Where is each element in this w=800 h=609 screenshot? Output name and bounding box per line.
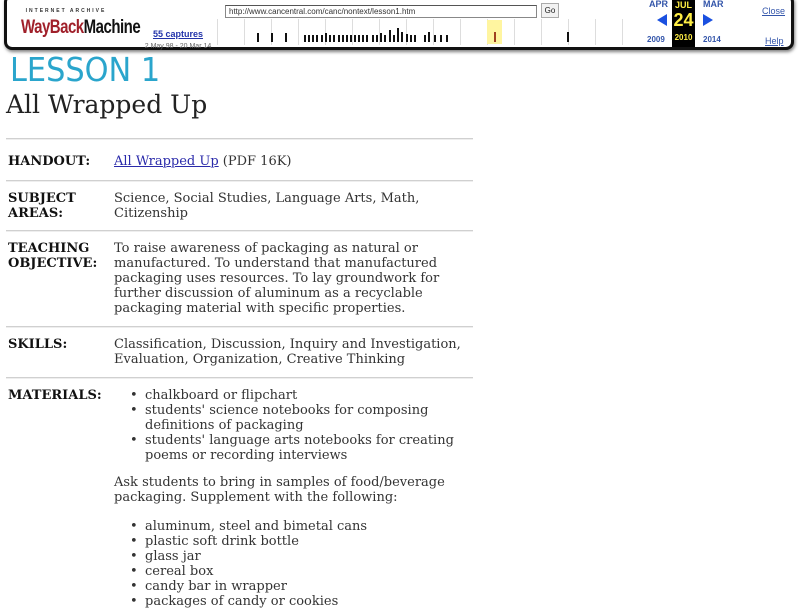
help-link[interactable]: Help (765, 36, 784, 46)
objective-label: TEACHING OBJECTIVE: (8, 241, 98, 271)
current-month: JUL (674, 0, 692, 10)
lesson-number: LESSON 1 (10, 50, 161, 89)
subject-label: SUBJECT AREAS: (8, 191, 76, 221)
next-year[interactable]: 2014 (703, 35, 721, 44)
objective-value: To raise awareness of packaging as natural or manufactured. To understand that manufactured packaging uses resources. To lay groundwork for further discussion of aluminum as a recyclable packaging material with specific properties. (114, 241, 440, 316)
list-item: • chalkboard or flipchart (130, 388, 473, 403)
handout-label: HANDOUT: (8, 154, 91, 169)
list-item: • students' science notebooks for composing definitions of packaging (130, 403, 473, 433)
row-teaching-objective (6, 232, 473, 326)
list-item: • glass jar (130, 549, 473, 564)
close-link[interactable]: Close (762, 6, 786, 16)
materials-value (114, 388, 473, 609)
row-subject-areas (6, 182, 473, 230)
row-skills (6, 328, 473, 377)
list-item: • plastic soft drink bottle (130, 534, 473, 549)
prev-month[interactable]: APR (649, 0, 669, 9)
list-item: • packages of candy or cookies (130, 594, 473, 609)
skills-value: Classification, Discussion, Inquiry and Investigation, Evaluation, Organization, Creative Thinking (114, 337, 461, 367)
current-day: 24 (673, 10, 694, 30)
capture-range: 2 May 98 - 20 Mar 14 (144, 43, 212, 50)
logo-main-text (21, 16, 141, 39)
next-arrow-icon[interactable] (703, 14, 713, 26)
handout-suffix: (PDF 16K) (218, 154, 292, 169)
handout-value (114, 154, 473, 169)
current-capture-date (672, 0, 695, 47)
go-button[interactable]: Go (541, 3, 559, 18)
prev-arrow-icon[interactable] (657, 14, 667, 26)
captures-block (143, 24, 213, 50)
logo-wayback: WayBack (21, 16, 84, 39)
captures-link[interactable]: 55 captures (152, 29, 204, 39)
materials-paragraph: Ask students to bring in samples of food/beverage packaging. Supplement with the following: (114, 475, 445, 505)
list-item: • aluminum, steel and bimetal cans (130, 519, 473, 534)
current-year: 2010 (674, 33, 693, 42)
prev-year[interactable]: 2009 (647, 35, 665, 44)
handout-link[interactable]: All Wrapped Up (114, 154, 219, 169)
calendar-nav (647, 0, 727, 47)
url-input[interactable]: http://www.cancentral.com/canc/nontext/lesson1.htm (225, 5, 537, 18)
materials-label: MATERIALS: (8, 388, 102, 403)
row-handout (6, 140, 473, 180)
supplement-list (130, 519, 473, 609)
logo-top-text: INTERNET ARCHIVE (25, 8, 107, 14)
page-title: All Wrapped Up (6, 90, 208, 119)
subject-value: Science, Social Studies, Language Arts, Math, Citizenship (114, 191, 420, 221)
list-item: • candy bar in wrapper (130, 579, 473, 594)
wayback-toolbar (4, 0, 794, 50)
logo-machine: Machine (83, 16, 141, 39)
capture-sparkline[interactable] (217, 19, 637, 45)
materials-list (130, 388, 473, 463)
list-item: • cereal box (130, 564, 473, 579)
next-month[interactable]: MAR (703, 0, 724, 9)
row-materials (6, 379, 473, 609)
list-item: • students' language arts notebooks for creating poems or recording interviews (130, 433, 473, 463)
lesson-details (6, 138, 473, 609)
skills-label: SKILLS: (8, 337, 68, 352)
wayback-logo[interactable] (21, 8, 141, 39)
